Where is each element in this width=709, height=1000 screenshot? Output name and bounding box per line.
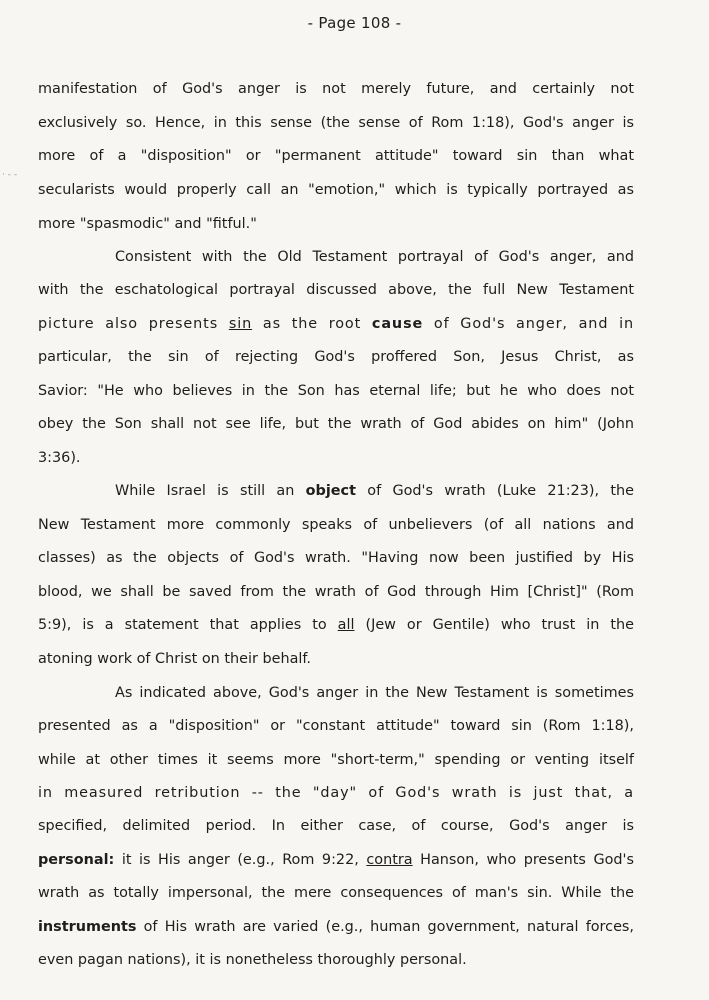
text-line: more "spasmodic" and "fitful.": [38, 216, 257, 232]
emphasis-object: object: [305, 483, 356, 499]
emphasis-cause: cause: [371, 316, 424, 332]
emphasis-instruments: instruments: [38, 919, 137, 935]
emphasis-all: all: [337, 617, 355, 633]
text-line: with the eschatological portrayal discussed above, the full New Testament: [38, 282, 634, 298]
text-line: specified, delimited period. In either case, of course, God's anger is: [38, 818, 634, 834]
text-line: even pagan nations), it is nonetheless thoroughly personal.: [38, 952, 467, 968]
page-header: - Page 108 -: [307, 14, 402, 32]
text-line: in measured retribution -- the "day" of God's wrath is just that, a: [38, 785, 634, 801]
text-line: blood, we shall be saved from the wrath of God through Him [Christ]" (Rom: [38, 584, 634, 600]
text-line: Consistent with the Old Testament portrayal of God's anger, and: [115, 249, 634, 265]
text-line: wrath as totally impersonal, the mere consequences of man's sin. While the: [38, 885, 634, 901]
emphasis-sin: sin: [228, 316, 253, 332]
text-line: New Testament more commonly speaks of unbelievers (of all nations and: [38, 517, 634, 533]
margin-mark: · - -: [2, 170, 18, 180]
text-line: While Israel is still an object of God's wrath (Luke 21:23), the: [115, 483, 634, 499]
text-line: manifestation of God's anger is not merely future, and certainly not: [38, 81, 634, 97]
emphasis-contra: contra: [366, 852, 413, 868]
text-line: more of a "disposition" or "permanent attitude" toward sin than what: [38, 148, 634, 164]
text-line: exclusively so. Hence, in this sense (the sense of Rom 1:18), God's anger is: [38, 115, 634, 131]
text-line: obey the Son shall not see life, but the wrath of God abides on him" (John: [38, 416, 634, 432]
text-line: picture also presents sin as the root cause of God's anger, and in: [38, 316, 634, 332]
text-line: personal: it is His anger (e.g., Rom 9:22, contra Hanson, who presents God's: [38, 852, 634, 868]
text-line: while at other times it seems more "short-term," spending or venting itself: [38, 752, 634, 768]
text-line: Savior: "He who believes in the Son has eternal life; but he who does not: [38, 383, 634, 399]
text-line: classes) as the objects of God's wrath. "Having now been justified by His: [38, 550, 634, 566]
text-line: As indicated above, God's anger in the New Testament is sometimes: [115, 685, 634, 701]
text-line: presented as a "disposition" or "constant attitude" toward sin (Rom 1:18),: [38, 718, 634, 734]
text-line: 5:9), is a statement that applies to all (Jew or Gentile) who trust in the: [38, 617, 634, 633]
text-line: particular, the sin of rejecting God's proffered Son, Jesus Christ, as: [38, 349, 634, 365]
emphasis-personal: personal:: [38, 852, 115, 868]
text-line: atoning work of Christ on their behalf.: [38, 651, 311, 667]
text-line: 3:36).: [38, 450, 81, 466]
text-line: instruments of His wrath are varied (e.g., human government, natural forces,: [38, 919, 634, 935]
text-line: secularists would properly call an "emotion," which is typically portrayed as: [38, 182, 634, 198]
